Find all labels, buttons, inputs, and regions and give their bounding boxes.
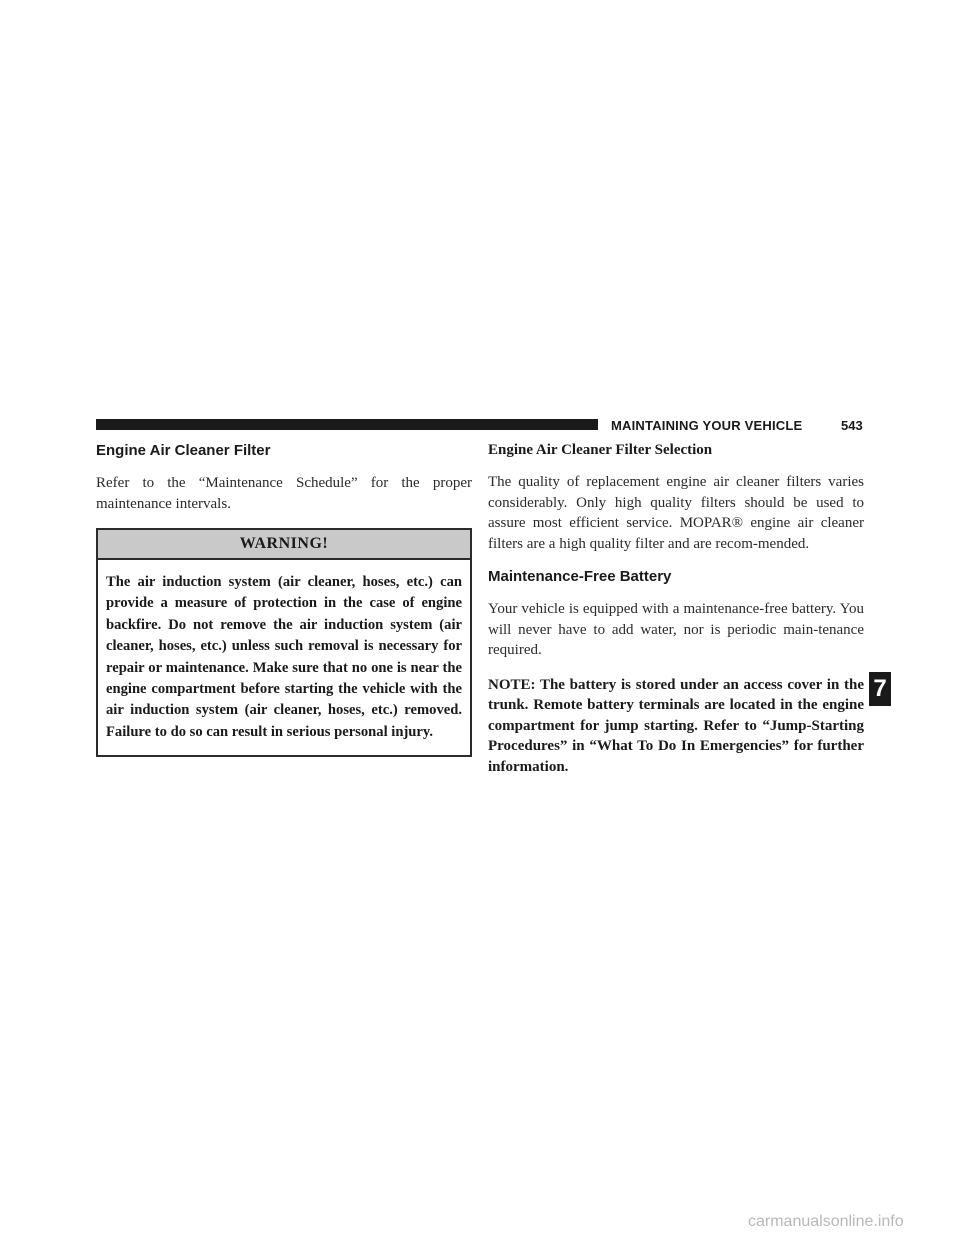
warning-text: The air induction system (air cleaner, hoses, etc.) can provide a measure of protection in the case of engine backfire. Do not remove the air induction system (air cleaner, hoses, etc.) unless such removal is necessary for repair or maintenance. Make sure that no one is near the engine compartment before starting the vehicle with the air induction system (air cleaner, hoses, etc.) removed. Failure to do so can result in serious personal injury.: [106, 574, 462, 740]
section-title: MAINTAINING YOUR VEHICLE: [611, 418, 803, 433]
right-column: [488, 442, 864, 777]
battery-paragraph: Your vehicle is equipped with a maintenance-free battery. You will never have to add water, nor is periodic main-tenance required.: [488, 601, 864, 658]
heading-maintenance-free-battery: Maintenance-Free Battery: [488, 568, 672, 585]
left-column: [96, 442, 472, 757]
heading-filter-selection: Engine Air Cleaner Filter Selection: [488, 442, 713, 458]
header-rule: [96, 419, 598, 430]
warning-title: WARNING!: [98, 530, 470, 560]
note-paragraph: NOTE: The battery is stored under an access cover in the trunk. Remote battery terminals are located in the engine compartment for jump starting. Refer to “Jump-Starting Procedures” in “What To Do In Emergencies” for further information.: [488, 676, 864, 775]
page-number: 543: [841, 418, 863, 433]
selection-paragraph: The quality of replacement engine air cleaner filters varies considerably. Only high quality filters should be used to assure most efficient service. MOPAR® engine air cleaner filters are a high quality filter and are recom-mended.: [488, 474, 864, 552]
watermark: carmanualsonline.info: [748, 1213, 904, 1230]
intro-paragraph: Refer to the “Maintenance Schedule” for the proper maintenance intervals.: [96, 475, 472, 512]
warning-box: [96, 528, 472, 757]
chapter-tab: 7: [869, 672, 891, 706]
heading-air-cleaner-filter: Engine Air Cleaner Filter: [96, 442, 271, 459]
